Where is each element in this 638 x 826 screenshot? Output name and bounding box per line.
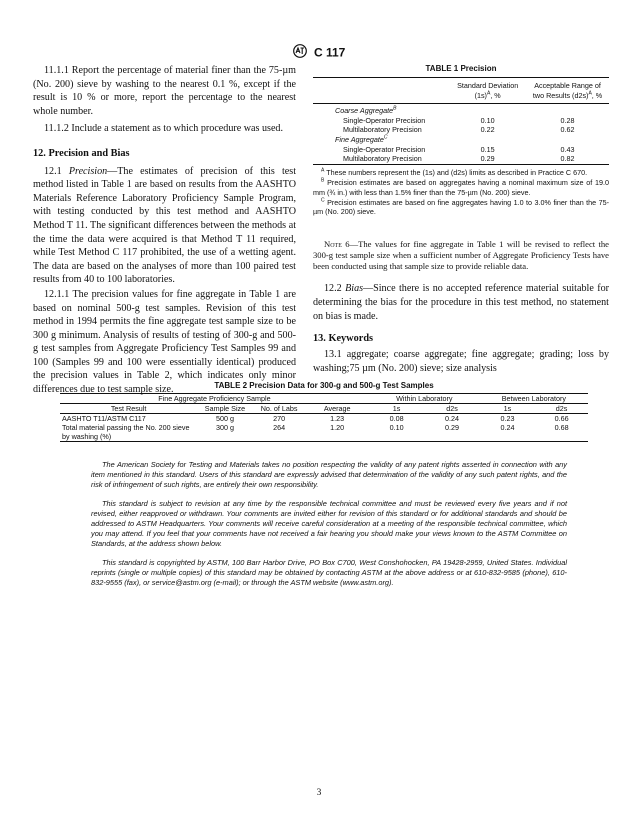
section-heading-precision-bias: 12. Precision and Bias	[33, 147, 130, 159]
paragraph-11-1-1: 11.1.1 Report the percentage of material finer than the 75-µm (No. 200) sieve by washing to the nearest 0.1 %, except if the result is 10 % or more, report the percentage to the nearest whole number.	[33, 65, 296, 117]
page-header	[0, 44, 638, 61]
legal-patent-notice: The American Society for Testing and Materials takes no position respecting the validity of any patent rights asserted in connection with any item mentioned in this standard. Users of this standard are expressly advised that determination of the validity of any such patent rights, and the risk of infringement of such rights, are entirely their own responsibility.	[91, 460, 567, 489]
footnote-b: $^B$ Precision estimates are based on aggregates having a nominal maximum size of 19.0 mm (¾ in.) with less than 1.5% finer than the 75-µm (No. 200) sieve.	[313, 177, 609, 197]
table1-col-ar: Acceptable Range of two Results $(d2s)^A$, %	[532, 81, 603, 100]
table-row: Single-Operator Precision 0.10 0.28	[343, 115, 575, 125]
table1-col-sd: Standard Deviation $(1s)^A$, %	[457, 81, 519, 100]
legal-revision-notice: This standard is subject to revision at any time by the responsible technical committee and must be reviewed every five years and if not revised, either reapproved or withdrawn. Your comments are invited either for revision of this standard or for additional standards and should be addressed to ASTM Headquarters. Your comments will receive careful consideration at a meeting of the responsible technical committee, which you may attend. If you feel that your comments have not received a fair hearing you should make your views known to the ASTM Committee on Standards, at the address shown below.	[91, 499, 567, 548]
table-row: Multilaboratory Precision 0.22 0.62	[343, 125, 575, 135]
table2-container	[60, 381, 588, 442]
table1-title: TABLE 1 Precision	[425, 64, 497, 73]
table1-group-coarse: Coarse Aggregate$^B$	[335, 105, 397, 116]
paragraph-12-2: 12.2 Bias—Since there is no accepted reference material suitable for determining the bias for the procedure in this test method, no statement on bias is made.	[313, 283, 609, 322]
legal-notices	[91, 460, 567, 597]
table2-title: TABLE 2 Precision Data for 300-g and 500-g Test Samples	[214, 381, 434, 390]
footnote-a: $^A$ These numbers represent the (1s) and (d2s) limits as described in Practice C 670.	[321, 167, 588, 177]
table-row: Total material passing the No. 200 sieve by washing (%) 300 g 264 1.20 0.10 0.29 0.24 0.68	[60, 423, 588, 442]
table-row: AASHTO T11/ASTM C117 500 g 270 1.23 0.08 0.24 0.23 0.66	[62, 414, 569, 423]
standard-code: C 117	[313, 45, 346, 60]
legal-copyright-notice: This standard is copyrighted by ASTM, 100 Barr Harbor Drive, PO Box C700, West Conshohocken, PA 19428-2959, United States. Individual reprints (single or multiple copies) of this standard may be obtained by contacting ASTM at the above address or at 610-832-9585 (phone), 610-832-9555 (fax), or service@astm.org (e-mail); or through the ASTM website (www.astm.org).	[91, 558, 567, 587]
table1-header-row	[313, 78, 609, 104]
note-6: Note 6—The values for fine aggregate in Table 1 will be revised to reflect the 300-g test sample size when a sufficient number of Aggregate Proficiency Tests have been conducted using that sample size to provide reliable data.	[313, 238, 609, 272]
astm-logo-icon	[293, 44, 307, 61]
table2-group-row: Fine Aggregate Proficiency Sample Within Laboratory Between Laboratory	[60, 394, 588, 404]
table1-precision	[313, 77, 609, 165]
left-column	[33, 64, 296, 397]
table1-footnotes	[313, 168, 609, 217]
section-heading-keywords: 13. Keywords	[313, 333, 374, 345]
table-row: Multilaboratory Precision 0.29 0.82	[313, 154, 609, 164]
table2-precision-data	[60, 393, 588, 442]
paragraph-12-1-1: 12.1.1 The precision values for fine aggregate in Table 1 are based on nominal 500-g test samples. Revision of this test method in 1994 permits the fine aggregate test sample size to be 300 g minimum. Analysis of results of testing of 300-g and 500-g test samples from Aggregate Proficiency Test Samples 99 and 100 (Samples 99 and 100 were essentially identical) produced the precision values in Table 2, which indicates only minor differences due to test sample size.	[33, 288, 296, 396]
footnote-c: $^C$ Precision estimates are based on fine aggregates having 1.0 to 3.0% finer than the 75-µm (No. 200) sieve.	[313, 197, 609, 217]
paragraph-13-1: 13.1 aggregate; coarse aggregate; fine aggregate; grading; loss by washing;75 µm (No. 200) sieve; size analysis	[313, 349, 609, 374]
paragraph-12-1: 12.1 Precision—The estimates of precision of this test method listed in Table 1 are based on results from the AASHTO Materials Reference Laboratory Proficiency Sample Program, with testing conducted by this test method and AASHTO Method T 11. The significant differences between the methods at the time the data were acquired is that Method T 11 required, while Test Method C 117 prohibited, the use of a wetting agent. The data are based on the analyses of more than 100 paired test results from 40 to 100 laboratories.	[33, 165, 296, 286]
table1-group-fine: Fine Aggregate$^C$	[335, 134, 388, 144]
right-column	[313, 64, 609, 375]
paragraph-11-1-2: 11.1.2 Include a statement as to which procedure was used.	[44, 123, 283, 135]
table-row: Single-Operator Precision 0.15 0.43	[343, 144, 575, 154]
page-number: 3	[316, 788, 322, 798]
table2-header-row: Test Result Sample Size No. of Labs Average 1s d2s 1s d2s	[60, 404, 588, 414]
